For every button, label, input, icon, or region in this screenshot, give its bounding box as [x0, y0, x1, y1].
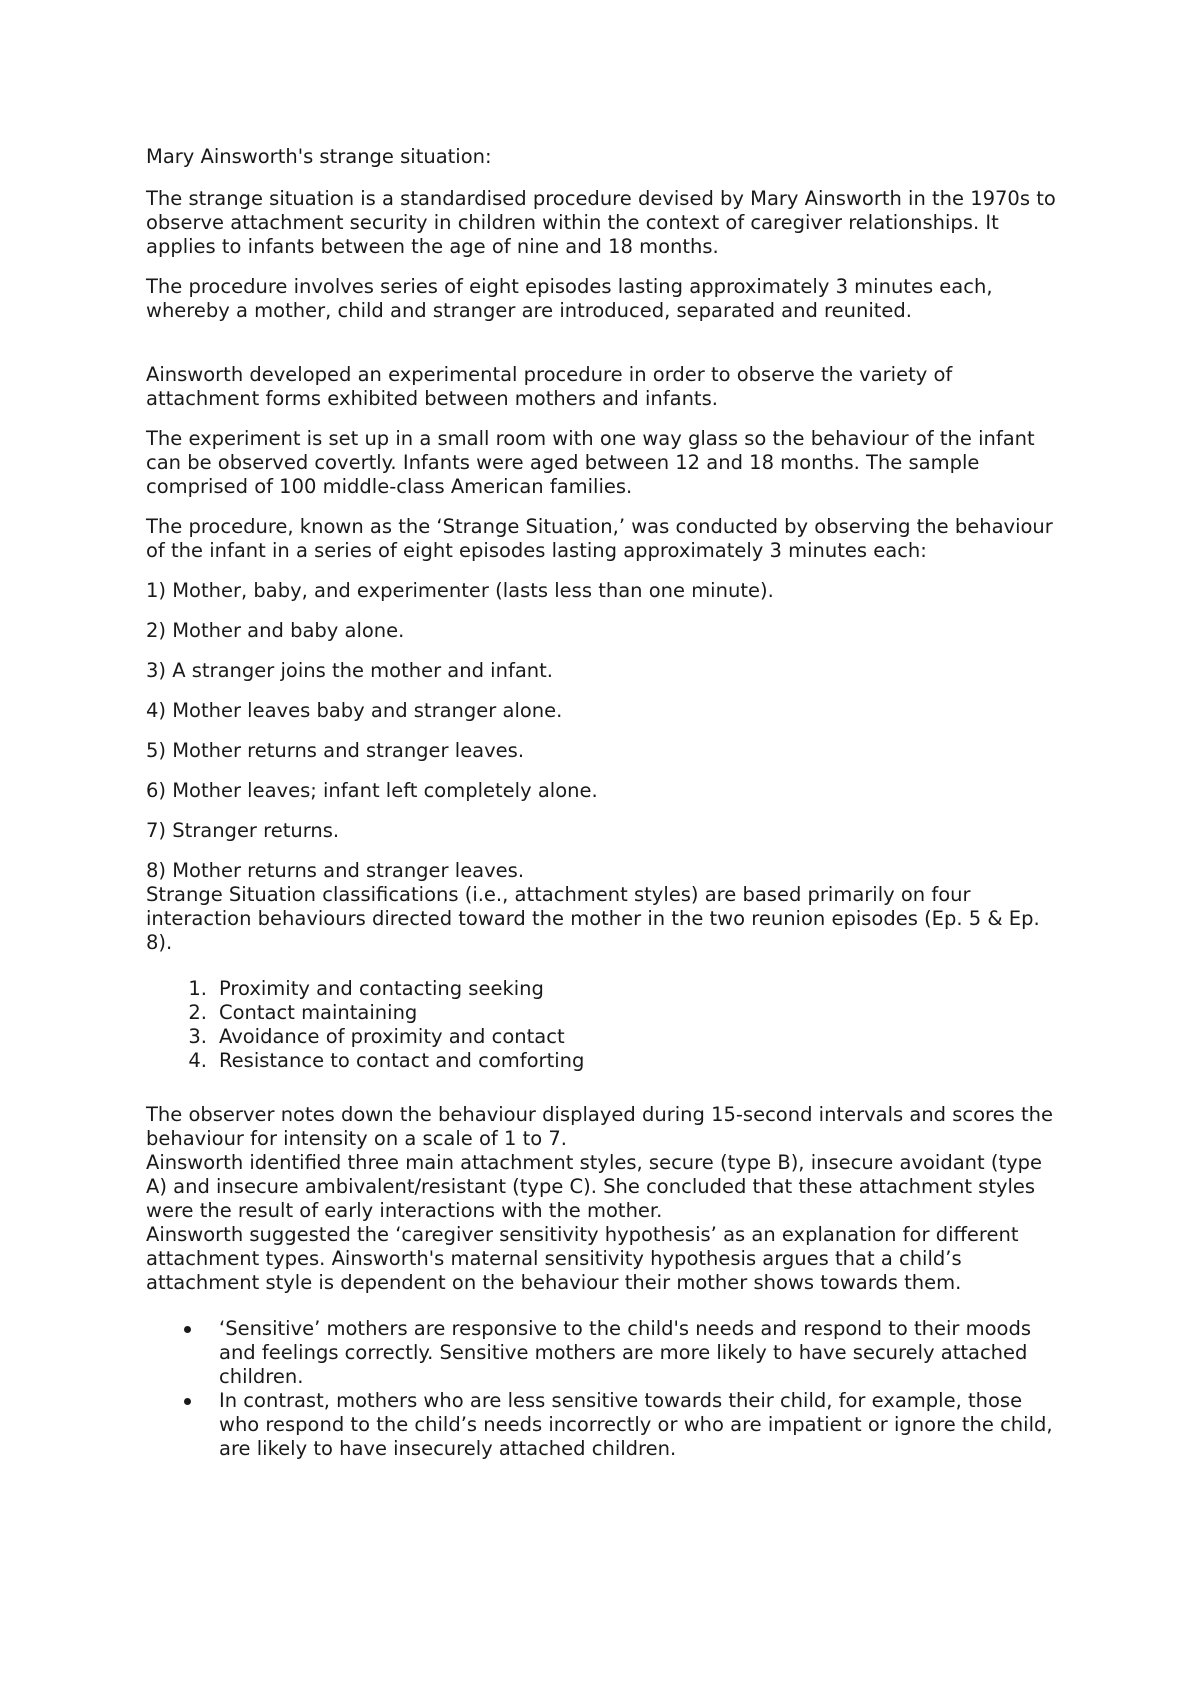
episode-6: 6) Mother leaves; infant left completely alone. [146, 779, 598, 802]
document-body [146, 145, 1066, 1461]
list-number: 3. [188, 1025, 207, 1048]
episode-7: 7) Stranger returns. [146, 819, 340, 842]
list-number: 1. [188, 977, 207, 1000]
behaviour-text: Resistance to contact and comforting [219, 1049, 585, 1072]
findings-paragraph-3: Ainsworth suggested the ‘caregiver sensitivity hypothesis’ as an explanation for different attachment types. Ainsworth's maternal sensitivity hypothesis argues that a child’s attachment style is dependent on the behaviour their mother shows towards them. [146, 1223, 1019, 1294]
bullet-text: In contrast, mothers who are less sensitive towards their child, for example, those who respond to the child’s needs incorrectly or who are impatient or ignore the child, are likely to have insecurely attached children. [219, 1389, 1053, 1460]
episode-8: 8) Mother returns and stranger leaves. [146, 859, 525, 882]
behaviour-item [188, 1025, 1066, 1049]
list-number: 4. [188, 1049, 207, 1072]
sensitivity-bullet-list [146, 1317, 1066, 1461]
list-number: 2. [188, 1001, 207, 1024]
intro-paragraph-2: The procedure involves series of eight episodes lasting approximately 3 minutes each, whereby a mother, child and stranger are introduced, separated and reunited. [146, 275, 993, 322]
behaviour-text: Avoidance of proximity and contact [219, 1025, 565, 1048]
method-paragraph-3: The procedure, known as the ‘Strange Situation,’ was conducted by observing the behaviour of the infant in a series of eight episodes lasting approximately 3 minutes each: [146, 515, 1053, 562]
bullet-item [219, 1317, 1066, 1389]
bullet-icon [184, 1398, 191, 1405]
episode-2: 2) Mother and baby alone. [146, 619, 405, 642]
episode-4: 4) Mother leaves baby and stranger alone. [146, 699, 563, 722]
behaviour-item [188, 977, 1066, 1001]
intro-paragraph-1: The strange situation is a standardised procedure devised by Mary Ainsworth in the 1970s to observe attachment security in children within the context of caregiver relationships. It applies to infants between the age of nine and 18 months. [146, 187, 1056, 258]
findings-paragraph-1: The observer notes down the behaviour displayed during 15-second intervals and scores the behaviour for intensity on a scale of 1 to 7. [146, 1103, 1054, 1150]
bullet-item [219, 1389, 1066, 1461]
bullet-text: ‘Sensitive’ mothers are responsive to the child's needs and respond to their moods and feelings correctly. Sensitive mothers are more likely to have securely attached children. [219, 1317, 1032, 1388]
method-paragraph-1: Ainsworth developed an experimental procedure in order to observe the variety of attachment forms exhibited between mothers and infants. [146, 363, 953, 410]
episode-1: 1) Mother, baby, and experimenter (lasts less than one minute). [146, 579, 774, 602]
classification-paragraph: Strange Situation classifications (i.e., attachment styles) are based primarily on four interaction behaviours directed toward the mother in the two reunion episodes (Ep. 5 & Ep. 8). [146, 883, 1040, 954]
episode-3: 3) A stranger joins the mother and infant. [146, 659, 553, 682]
behaviour-item [188, 1049, 1066, 1073]
findings-paragraph-2: Ainsworth identified three main attachment styles, secure (type B), insecure avoidant (type A) and insecure ambivalent/resistant (type C). She concluded that these attachment styles were the result of early interactions with the mother. [146, 1151, 1043, 1222]
behaviour-item [188, 1001, 1066, 1025]
document-title: Mary Ainsworth's strange situation: [146, 145, 492, 168]
method-paragraph-2: The experiment is set up in a small room with one way glass so the behaviour of the infant can be observed covertly. Infants were aged between 12 and 18 months. The sample comprised of 100 middle-class American families. [146, 427, 1035, 498]
bullet-icon [184, 1326, 191, 1333]
behaviours-list [146, 977, 1066, 1073]
behaviour-text: Proximity and contacting seeking [219, 977, 544, 1000]
episode-5: 5) Mother returns and stranger leaves. [146, 739, 525, 762]
behaviour-text: Contact maintaining [219, 1001, 418, 1024]
